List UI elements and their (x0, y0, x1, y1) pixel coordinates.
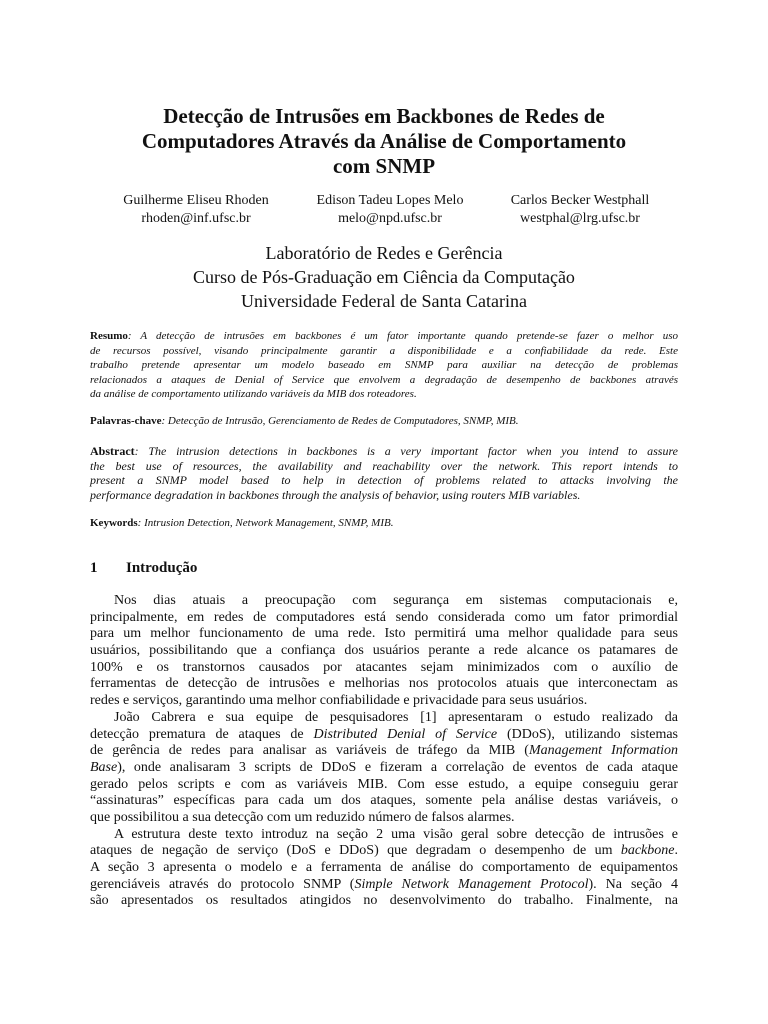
author-1 (106, 192, 286, 228)
affiliation-line: Laboratório de Redes e Gerência (265, 243, 503, 263)
abstract-line: : The intrusion detections in backbones is a very important factor when you intend to assure (134, 444, 678, 458)
section-title: Introdução (126, 560, 198, 576)
author-3 (490, 192, 670, 228)
body-line: 100% e os transtornos causados por atacantes sejam minimizados com o auxílio de (90, 659, 678, 675)
resumo-line: relacionados a ataques de Denial of Service que envolvem a degradação de desempenho de backbones através (90, 373, 678, 386)
author-name: Guilherme Eliseu Rhoden (123, 193, 269, 208)
body-line: redes e serviços, garantindo uma melhor confiabilidade e privacidade para seus usuários. (90, 693, 588, 709)
body-line: detecção prematura de ataques de Distributed Denial of Service (DDoS), utilizando sistemas (90, 726, 678, 742)
resumo-label: Resumo (90, 330, 128, 342)
author-2 (300, 192, 480, 228)
author-email: westphal@lrg.ufsc.br (520, 211, 640, 226)
body-line: gerado pelos scripts e com as variáveis MIB. Com esse estudo, a equipe conseguiu gerar (90, 776, 678, 792)
body-line: A seção 3 apresenta o modelo e a ferramenta de análise do comportamento de equipamentos (90, 860, 678, 875)
affiliation-line: Universidade Federal de Santa Catarina (241, 291, 527, 311)
resumo-line: da análise de comportamento utilizando variáveis da MIB dos roteadores. (90, 388, 417, 401)
resumo-block (90, 329, 678, 402)
body-line: que possibilitou a sua detecção com um reduzido número de falsos alarmes. (90, 809, 515, 825)
title-line: Computadores Através da Análise de Comportamento (141, 129, 627, 153)
keywords-label: Keywords (90, 517, 138, 529)
resumo-line: trabalho pretende apresentar um modelo baseado em SNMP para auxiliar na detecção de problemas (90, 359, 678, 372)
body-line: gerenciáveis através do protocolo SNMP (Simple Network Management Protocol). Na seção 4 (90, 876, 679, 892)
keywords-block (90, 516, 678, 531)
body-line: A estrutura deste texto introduz na seção 2 uma visão geral sobre detecção de intrusões e (114, 826, 678, 842)
body-line: “assinaturas” específicas para cada um dos ataques, somente pela análise destas variáveis, o (90, 793, 678, 809)
abstract-line: present a SNMP model based to help in detection of problems related to attacks involving the (90, 473, 678, 488)
body-line: para um melhor funcionamento de uma rede. Isto permitirá uma melhor qualidade para seus (90, 626, 678, 642)
author-name: Edison Tadeu Lopes Melo (316, 193, 464, 208)
keywords-text: : Intrusion Detection, Network Management, SNMP, MIB. (137, 517, 394, 529)
resumo-line: : A detecção de intrusões em backbones é um fator importante quando pretende-se fazer o melhor uso (127, 330, 678, 342)
palavras-chave-block (90, 414, 678, 429)
body-line: são apresentados os resultados atingidos no desenvolvimento do trabalho. Finalmente, na (90, 893, 678, 909)
section-number: 1 (90, 560, 98, 576)
paper-title (80, 104, 688, 179)
abstract-line: the best use of resources, the availability and reachability over the network. This report intends to (90, 458, 678, 473)
affiliation-line: Curso de Pós-Graduação em Ciência da Computação (193, 267, 575, 287)
body-line: João Cabrera e sua equipe de pesquisadores [1] apresentaram o estudo realizado da (114, 709, 678, 725)
body-text (90, 593, 678, 910)
body-line: de gerência de redes para analisar as variáveis de tráfego da MIB (Management Information (90, 743, 678, 759)
abstract-block (90, 444, 678, 502)
author-name: Carlos Becker Westphall (510, 193, 650, 208)
palavras-chave-label: Palavras-chave (90, 415, 162, 427)
body-line: Nos dias atuais a preocupação com segurança em sistemas computacionais e, (114, 593, 678, 608)
palavras-chave-text: : Detecção de Intrusão, Gerenciamento de Redes de Computadores, SNMP, MIB. (161, 415, 519, 427)
abstract-label: Abstract (90, 444, 135, 458)
abstract-line: performance degradation in backbones through the analysis of behavior, using routers MIB variables. (90, 487, 581, 502)
body-line: Base), onde analisaram 3 scripts de DDoS e fizeram a correlação de eventos de cada ataque (90, 759, 678, 775)
body-line: ataques de negação de serviço (DoS e DDoS) que degradam o desempenho de um backbone. (90, 843, 678, 859)
author-email: rhoden@inf.ufsc.br (141, 211, 251, 226)
resumo-line: de recursos possível, visando principalmente garantir a disponibilidade e a confiabilidade da rede. Este (90, 344, 678, 357)
body-line: ferramentas de detecção de intrusões e melhorias nos protocolos atuais que interconectam as (90, 676, 678, 692)
body-line: principalmente, em redes de computadores está sendo considerada como um fator primordial (90, 609, 678, 625)
title-line: com SNMP (332, 154, 436, 178)
section-heading (90, 560, 197, 577)
body-line: usuários, possibilitando que a confiança dos usuários perante a rede alcance os patamares de (90, 643, 678, 659)
affiliation (80, 241, 688, 313)
author-email: melo@npd.ufsc.br (338, 211, 442, 226)
title-line: Detecção de Intrusões em Backbones de Redes de (163, 104, 605, 128)
